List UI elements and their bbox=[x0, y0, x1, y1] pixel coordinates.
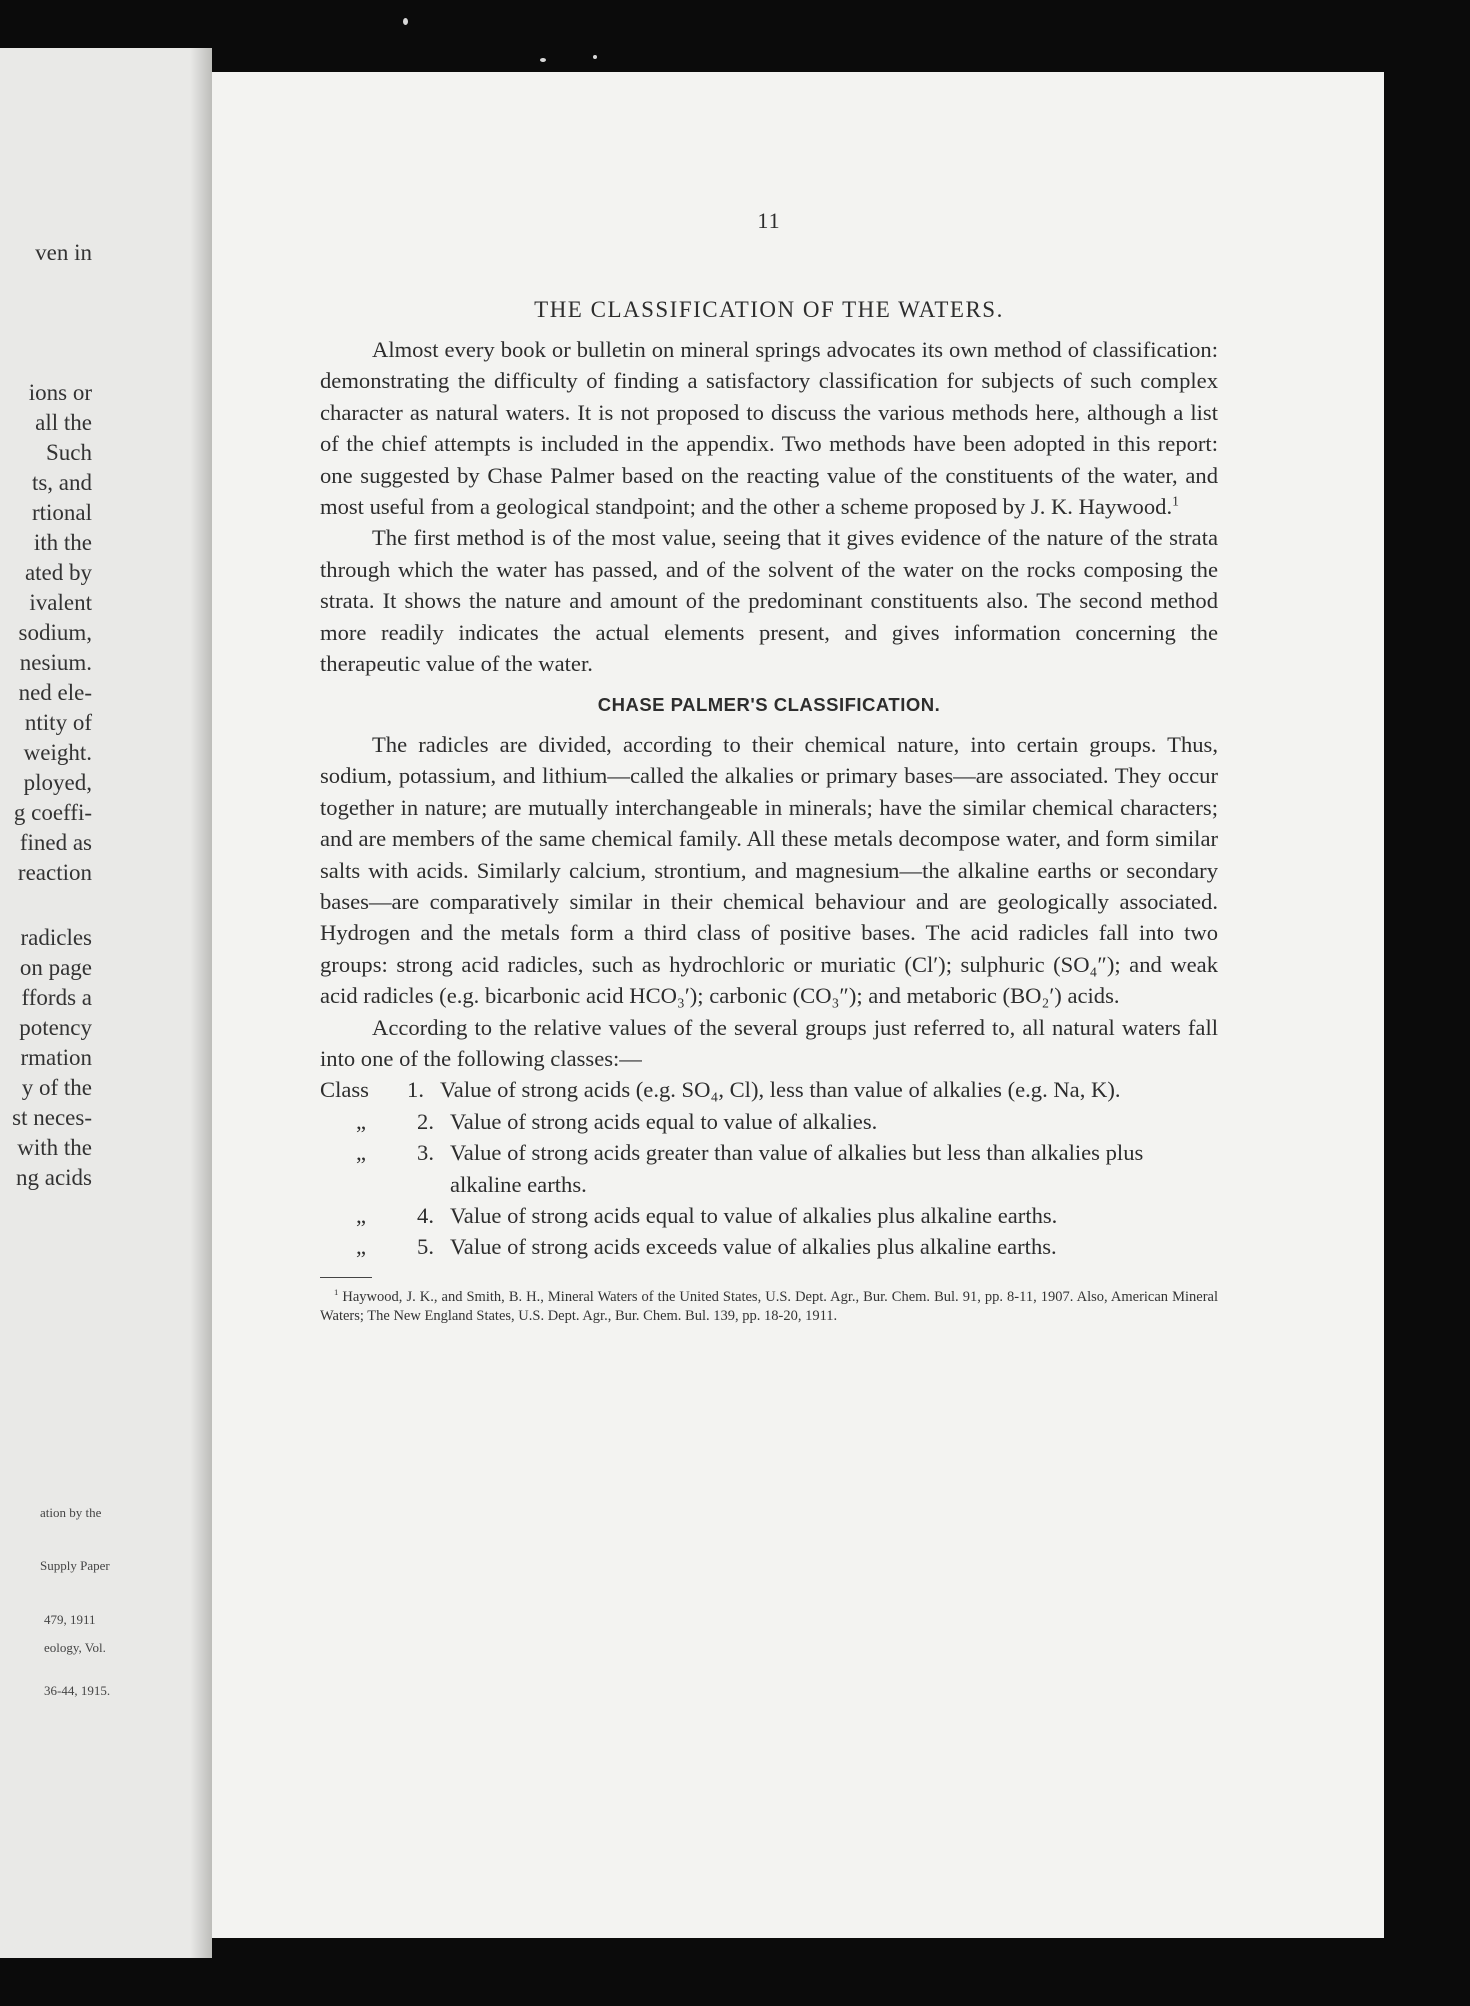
left-page-footnote-line: ation by the bbox=[40, 1505, 102, 1520]
class-item bbox=[320, 1074, 1218, 1105]
left-page-line: y of the bbox=[21, 1075, 92, 1100]
left-page-footnote-line: 36-44, 1915. bbox=[44, 1683, 111, 1698]
left-page-line: ntity of bbox=[24, 710, 92, 735]
class-item bbox=[320, 1231, 1218, 1262]
left-page-line: g coeffi- bbox=[13, 800, 92, 825]
class-label: „ bbox=[355, 1234, 367, 1260]
left-page-line: ts, and bbox=[31, 470, 92, 495]
class-list bbox=[320, 1074, 1218, 1262]
class-description: Value of strong acids (e.g. SO₄, Cl), less than value of alkalies (e.g. Na, K). bbox=[440, 1077, 1121, 1103]
footnote-marker: 1 bbox=[334, 1286, 339, 1297]
left-page-footnote-line: Supply Paper bbox=[40, 1558, 110, 1573]
right-page bbox=[212, 72, 1384, 1938]
left-page-line: all the bbox=[35, 410, 92, 435]
left-page-footnote-line: eology, Vol. bbox=[44, 1640, 106, 1655]
footnote-divider bbox=[320, 1277, 372, 1278]
footnote bbox=[320, 1288, 1218, 1326]
class-number: 5. bbox=[417, 1234, 434, 1260]
left-page-line: ployed, bbox=[23, 770, 92, 795]
left-page-line: Such bbox=[46, 440, 92, 465]
left-page-line: ven in bbox=[35, 240, 92, 265]
class-label: „ bbox=[355, 1140, 367, 1166]
page-gutter bbox=[190, 48, 212, 1958]
class-description: Value of strong acids greater than value of alkalies but less than alkalies plus alkaline earths. bbox=[450, 1140, 1144, 1197]
left-page-line: potency bbox=[19, 1015, 92, 1040]
left-page-line: radicles bbox=[20, 925, 92, 950]
class-item bbox=[320, 1106, 1218, 1137]
page-title: THE CLASSIFICATION OF THE WATERS. bbox=[534, 297, 1004, 322]
paragraph-intro-text: Almost every book or bulletin on mineral springs advocates its own method of classification: demonstrating the difficulty of finding a satisfactory classification for subjects of such complex character as natural waters. It is not proposed to discuss the various methods here, although a list of the chief attempts is included in the appendix. Two methods have been adopted in this report: one suggested by Chase Palmer based on the reacting value of the constituents of the water, and most useful from a geological standpoint; and the other a scheme proposed by J. K. Haywood. bbox=[320, 337, 1218, 520]
paragraph-classes-intro: According to the relative values of the several groups just referred to, all natural waters fall into one of the following classes:— bbox=[320, 1014, 1218, 1071]
scan-speck bbox=[403, 18, 408, 25]
left-page-line: on page bbox=[19, 955, 92, 980]
class-description: Value of strong acids equal to value of alkalies. bbox=[450, 1108, 878, 1134]
left-page-line: st neces- bbox=[12, 1105, 92, 1130]
class-description: Value of strong acids exceeds value of alkalies plus alkaline earths. bbox=[450, 1234, 1057, 1260]
left-page bbox=[0, 48, 212, 1958]
body-text bbox=[320, 334, 1218, 1326]
left-page-line: reaction bbox=[17, 860, 92, 885]
footnote-text: Haywood, J. K., and Smith, B. H., Mineral Waters of the United States, U.S. Dept. Agr., Bur. Chem. Bul. 91, pp. 8-11, 1907. Also, American Mineral Waters; The New England States, U.S. Dept. Agr., Bur. Chem. Bul. 139, pp. 18-20, 1911. bbox=[320, 1288, 1218, 1324]
left-page-line: sodium, bbox=[18, 620, 92, 645]
class-item bbox=[320, 1137, 1218, 1200]
class-number: 3. bbox=[417, 1140, 434, 1166]
left-page-line: weight. bbox=[23, 740, 92, 765]
left-page-line: ated by bbox=[24, 560, 92, 585]
class-number: 4. bbox=[417, 1202, 434, 1228]
left-page-line: ng acids bbox=[15, 1165, 92, 1190]
paragraph-radicles: The radicles are divided, according to their chemical nature, into certain groups. Thus, sodium, potassium, and lithium—called the alkalies or primary bases—are associated. They occur together in nature; are mutually interchangeable in minerals; have the similar chemical characters; and are members of the same chemical family. All these metals decompose water, and form similar salts with acids. Similarly calcium, strontium, and magnesium—the alkaline earths or secondary bases—are comparatively similar in their chemical behaviour and are geologically associated. Hydrogen and the metals form a third class of positive bases. The acid radicles fall into two groups: strong acid radicles, such as hydrochloric or muriatic (Cl′); sulphuric (SO₄″); and weak acid radicles (e.g. bicarbonic acid HCO₃′); carbonic (CO₃″); and metaboric (BO₂′) acids. bbox=[320, 731, 1218, 1009]
left-page-line: ivalent bbox=[29, 590, 92, 615]
left-page-line: nesium. bbox=[19, 650, 92, 675]
class-number: 2. bbox=[417, 1108, 434, 1134]
section-heading: CHASE PALMER'S CLASSIFICATION. bbox=[597, 694, 941, 716]
left-page-footnote-line: 479, 1911 bbox=[44, 1612, 96, 1627]
left-page-line: ions or bbox=[28, 380, 92, 405]
class-label: „ bbox=[355, 1108, 367, 1134]
left-page-line: rmation bbox=[20, 1045, 92, 1070]
scan-speck bbox=[540, 58, 546, 62]
left-page-line: ith the bbox=[33, 530, 92, 555]
class-label: „ bbox=[355, 1202, 367, 1228]
paragraph-intro bbox=[320, 334, 1218, 522]
scan-speck bbox=[593, 55, 597, 59]
paragraph-methods: The first method is of the most value, seeing that it gives evidence of the nature of the strata through which the water has passed, and of the solvent of the water on the rocks composing the strata. It shows the nature and amount of the predominant constituents also. The second method more readily indicates the actual elements present, and gives information concerning the therapeutic value of the water. bbox=[320, 525, 1218, 677]
class-description: Value of strong acids equal to value of alkalies plus alkaline earths. bbox=[450, 1202, 1058, 1228]
footnote-reference: 1 bbox=[1172, 493, 1179, 509]
page-number: 11 bbox=[757, 208, 781, 233]
left-page-line: ffords a bbox=[21, 985, 92, 1010]
left-page-line: fined as bbox=[19, 830, 92, 855]
class-item bbox=[320, 1200, 1218, 1231]
left-page-line: with the bbox=[17, 1135, 92, 1160]
left-page-line: rtional bbox=[31, 500, 92, 525]
class-number: 1. bbox=[407, 1077, 424, 1103]
class-label: Class bbox=[320, 1077, 369, 1103]
left-page-line: ned ele- bbox=[18, 680, 92, 705]
